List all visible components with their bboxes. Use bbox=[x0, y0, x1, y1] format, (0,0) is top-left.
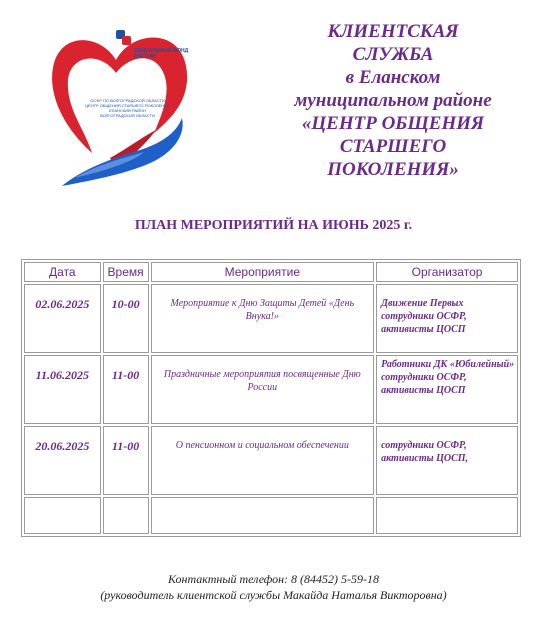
contact-phone: Контактный телефон: 8 (84452) 5-59-18 bbox=[167, 572, 380, 586]
logo-org-line: ВОЛГОГРАДСКОЙ ОБЛАСТИ bbox=[100, 113, 155, 118]
header-organizer: Организатор bbox=[376, 262, 518, 282]
event-name: Праздничные мероприятия посвященные Дню России bbox=[163, 369, 361, 393]
title-line: муниципальном районе bbox=[294, 90, 492, 111]
event-organizer: сотрудники ОСФР, активисты ЦОСП, bbox=[381, 440, 469, 464]
empty-cell bbox=[376, 497, 518, 534]
table-row bbox=[24, 426, 518, 495]
table-header-row bbox=[24, 262, 518, 282]
title-line: КЛИЕНТСКАЯ bbox=[327, 21, 459, 42]
table-row bbox=[24, 284, 518, 353]
event-time: 10-00 bbox=[111, 297, 140, 311]
event-time: 11-00 bbox=[111, 439, 140, 453]
title-line: «ЦЕНТР ОБЩЕНИЯ bbox=[301, 113, 485, 134]
logo-org-line: ЕЛАНСКИЙ РАЙОН bbox=[109, 108, 146, 113]
title-line: ПОКОЛЕНИЯ» bbox=[327, 159, 459, 180]
empty-cell bbox=[24, 497, 101, 534]
logo-org-line: ОСФР ПО ВОЛГОГРАДСКОЙ ОБЛАСТИ bbox=[90, 98, 165, 103]
empty-cell bbox=[151, 497, 375, 534]
logo-org-text bbox=[80, 98, 175, 118]
empty-cell bbox=[103, 497, 149, 534]
event-name: О пенсионном и социальном обеспечении bbox=[175, 440, 349, 451]
brand-name: СОЦИАЛЬНЫЙ ФОНД РОССИИ bbox=[134, 48, 189, 60]
header-event: Мероприятие bbox=[151, 262, 375, 282]
event-organizer: Движение Первых сотрудники ОСФР, активисты ЦОСП bbox=[381, 298, 467, 335]
event-date: 11.06.2025 bbox=[35, 368, 89, 382]
title-line: СЛУЖБА bbox=[352, 44, 434, 65]
header-time: Время bbox=[103, 262, 149, 282]
table-row-empty bbox=[24, 497, 518, 534]
sfr-logo bbox=[44, 18, 194, 193]
contact-head: (руководитель клиентской службы Макайда Наталья Викторовна) bbox=[100, 588, 447, 602]
title-line: в Еланском bbox=[345, 67, 441, 88]
title-line: СТАРШЕГО bbox=[339, 136, 447, 157]
event-name: Мероприятие к Дню Защиты Детей «День Внука!» bbox=[170, 298, 355, 322]
table-row bbox=[24, 355, 518, 424]
logo-org-line: ЦЕНТР ОБЩЕНИЯ СТАРШЕГО ПОКОЛЕНИЯ bbox=[85, 103, 170, 108]
header-date: Дата bbox=[24, 262, 101, 282]
contact-info bbox=[0, 571, 547, 603]
plan-title: ПЛАН МЕРОПРИЯТИЙ НА ИЮНЬ 2025 г. bbox=[134, 218, 413, 233]
event-organizer: Работники ДК «Юбилейный» сотрудники ОСФР, активисты ЦОСП bbox=[381, 359, 515, 396]
event-time: 11-00 bbox=[111, 368, 140, 382]
service-title bbox=[268, 20, 518, 181]
event-date: 20.06.2025 bbox=[35, 439, 90, 453]
events-table bbox=[21, 259, 521, 537]
event-date: 02.06.2025 bbox=[35, 297, 90, 311]
